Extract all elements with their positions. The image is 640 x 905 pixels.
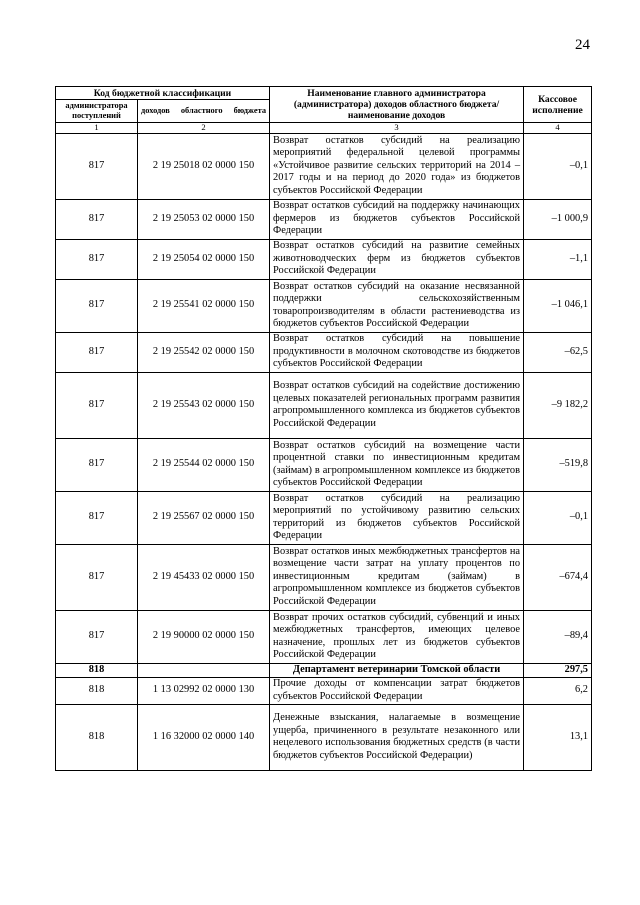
income-code-cell: 2 19 90000 02 0000 150 bbox=[138, 610, 270, 663]
income-name-cell: Возврат прочих остатков субсидий, субвенций и иных межбюджетных трансфертов, имеющих целевое назначение, прошлых лет из бюджетов субъектов Российской Федерации bbox=[270, 610, 524, 663]
income-name-cell: Возврат остатков субсидий на реализацию мероприятий по устойчивому развитию сельских территорий из бюджетов субъектов Российской Федерации bbox=[270, 491, 524, 544]
table-row bbox=[56, 332, 592, 372]
admin-code-cell: 817 bbox=[56, 610, 138, 663]
income-code-cell: 1 13 02992 02 0000 130 bbox=[138, 677, 270, 704]
income-name-cell: Прочие доходы от компенсации затрат бюджетов субъектов Российской Федерации bbox=[270, 677, 524, 704]
income-code-cell: 2 19 25567 02 0000 150 bbox=[138, 491, 270, 544]
admin-code-cell: 817 bbox=[56, 332, 138, 372]
income-code-cell: 2 19 25543 02 0000 150 bbox=[138, 372, 270, 438]
value-cell: –1,1 bbox=[524, 239, 592, 279]
income-name-cell: Возврат остатков субсидий на реализацию мероприятий федеральной целевой программы «Устойчивое развитие сельских территорий на 2014 – 2017 годы и на период до 2020 года» из бюджетов субъектов Российской Федерации bbox=[270, 133, 524, 199]
table-row bbox=[56, 438, 592, 491]
value-cell: 6,2 bbox=[524, 677, 592, 704]
admin-code-cell: 818 bbox=[56, 677, 138, 704]
income-name-cell: Возврат остатков субсидий на развитие семейных животноводческих ферм из бюджетов субъектов Российской Федерации bbox=[270, 239, 524, 279]
income-code-cell: 2 19 25054 02 0000 150 bbox=[138, 239, 270, 279]
income-code-cell: 2 19 25542 02 0000 150 bbox=[138, 332, 270, 372]
value-cell: –0,1 bbox=[524, 133, 592, 199]
value-cell: 13,1 bbox=[524, 704, 592, 770]
table-row bbox=[56, 491, 592, 544]
value-cell: 297,5 bbox=[524, 663, 592, 677]
header-income-column: доходов областного бюджета bbox=[138, 100, 270, 123]
admin-code-cell: 817 bbox=[56, 372, 138, 438]
value-cell: –1 000,9 bbox=[524, 199, 592, 239]
income-name-cell: Возврат остатков субсидий на повышение продуктивности в молочном скотоводстве из бюджетов субъектов Российской Федерации bbox=[270, 332, 524, 372]
income-name-cell: Возврат остатков субсидий на возмещение части процентной ставки по инвестиционным кредитам (займам) в агропромышленном комплексе из бюджетов субъектов Российской Федерации bbox=[270, 438, 524, 491]
column-number: 1 bbox=[56, 123, 138, 134]
value-cell: –89,4 bbox=[524, 610, 592, 663]
table-row bbox=[56, 199, 592, 239]
column-number: 4 bbox=[524, 123, 592, 134]
value-cell: –0,1 bbox=[524, 491, 592, 544]
table-row bbox=[56, 372, 592, 438]
income-name-cell: Денежные взыскания, налагаемые в возмещение ущерба, причиненного в результате незаконного или нецелевого использования бюджетных средств (в части бюджетов субъектов Российской Федерации) bbox=[270, 704, 524, 770]
income-code-cell: 2 19 45433 02 0000 150 bbox=[138, 544, 270, 610]
admin-code-cell: 817 bbox=[56, 491, 138, 544]
column-number: 3 bbox=[270, 123, 524, 134]
table-row bbox=[56, 279, 592, 332]
value-cell: –674,4 bbox=[524, 544, 592, 610]
department-name-cell: Департамент ветеринарии Томской области bbox=[270, 663, 524, 677]
income-code-cell: 2 19 25053 02 0000 150 bbox=[138, 199, 270, 239]
admin-code-cell: 817 bbox=[56, 199, 138, 239]
table-row bbox=[56, 704, 592, 770]
income-code-cell: 2 19 25544 02 0000 150 bbox=[138, 438, 270, 491]
income-name-cell: Возврат остатков субсидий на содействие достижению целевых показателей региональных программ развития агропромышленного комплекса из бюджетов субъектов Российской Федерации bbox=[270, 372, 524, 438]
value-cell: –519,8 bbox=[524, 438, 592, 491]
table-row bbox=[56, 133, 592, 199]
header-code-group: Код бюджетной классификации bbox=[56, 87, 270, 100]
admin-code-cell: 818 bbox=[56, 663, 138, 677]
table-row bbox=[56, 544, 592, 610]
header-admin-column: администратора поступлений bbox=[56, 100, 138, 123]
table-row bbox=[56, 610, 592, 663]
value-cell: –62,5 bbox=[524, 332, 592, 372]
income-code-cell: 1 16 32000 02 0000 140 bbox=[138, 704, 270, 770]
column-number: 2 bbox=[138, 123, 270, 134]
income-name-cell: Возврат остатков субсидий на оказание несвязанной поддержки сельскохозяйственным товаропроизводителям в области растениеводства из бюджетов субъектов Российской Федерации bbox=[270, 279, 524, 332]
income-name-cell: Возврат остатков субсидий на поддержку начинающих фермеров из бюджетов субъектов Российской Федерации bbox=[270, 199, 524, 239]
income-name-cell: Возврат остатков иных межбюджетных трансфертов на возмещение части затрат на уплату процентов по инвестиционным кредитам (займам) в агропромышленном комплексе из бюджетов субъектов Российской Федерации bbox=[270, 544, 524, 610]
value-cell: –1 046,1 bbox=[524, 279, 592, 332]
admin-code-cell: 817 bbox=[56, 438, 138, 491]
header-name-column: Наименование главного администратора (администратора) доходов областного бюджета/ наименование доходов bbox=[270, 87, 524, 123]
income-code-cell bbox=[138, 663, 270, 677]
income-code-cell: 2 19 25018 02 0000 150 bbox=[138, 133, 270, 199]
table-row bbox=[56, 239, 592, 279]
header-value-column: Кассовое исполнение bbox=[524, 87, 592, 123]
page-number: 24 bbox=[575, 37, 590, 53]
admin-code-cell: 818 bbox=[56, 704, 138, 770]
table-row bbox=[56, 677, 592, 704]
admin-code-cell: 817 bbox=[56, 239, 138, 279]
admin-code-cell: 817 bbox=[56, 279, 138, 332]
table-row-department bbox=[56, 663, 592, 677]
budget-table bbox=[55, 86, 592, 771]
admin-code-cell: 817 bbox=[56, 133, 138, 199]
admin-code-cell: 817 bbox=[56, 544, 138, 610]
value-cell: –9 182,2 bbox=[524, 372, 592, 438]
income-code-cell: 2 19 25541 02 0000 150 bbox=[138, 279, 270, 332]
